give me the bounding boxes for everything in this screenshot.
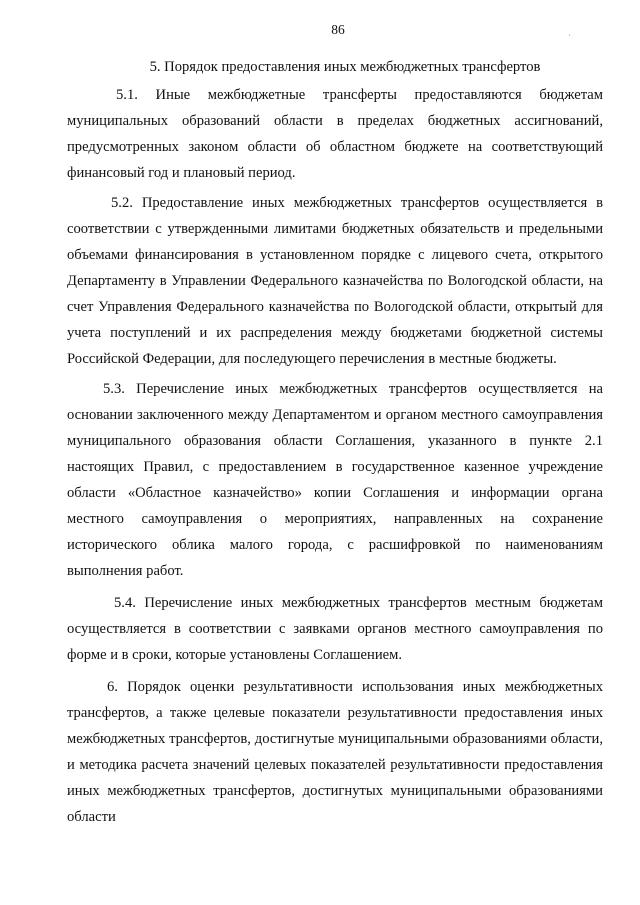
paragraph-5-4: 5.4. Перечисление иных межбюджетных трансфертов местным бюджетам осуществляется в соответствии с заявками органов местного самоуправления по форме и в сроки, которые установлены Соглашением. bbox=[67, 595, 603, 663]
paragraph-5-2: 5.2. Предоставление иных межбюджетных трансфертов осуществляется в соответствии с утвержденными лимитами бюджетных обязательств и предельными объемами финансирования в установленном порядке с лицевого счета, открытого Департаменту в Управлении Федерального казначейства по Вологодской области, на счет Управления Федерального казначейства по Вологодской области, открытый для учета поступлений и их распределения между бюджетами бюджетной системы Российской Федерации, для последующего перечисления в местные бюджеты. bbox=[67, 195, 603, 367]
paragraph-5-3: 5.3. Перечисление иных межбюджетных трансфертов осуществляется на основании заключенного между Департаментом и органом местного самоуправления муниципального образования области Соглашения, указанного в пункте 2.1 настоящих Правил, с предоставлением в государственное казенное учреждение области «Областное казначейство» копии Соглашения и информации органа местного самоуправления о мероприятиях, направленных на сохранение исторического облика малого города, с расшифровкой по наименованиям выполнения работ. bbox=[67, 381, 603, 579]
page-content bbox=[67, 54, 603, 830]
stray-mark: · bbox=[568, 30, 571, 40]
page-number: 86 bbox=[331, 22, 345, 37]
paragraph-6: 6. Порядок оценки результативности использования иных межбюджетных трансфертов, а также целевые показатели результативности предоставления иных межбюджетных трансфертов, достигнутые муниципальными образованиями области, и методика расчета значений целевых показателей результативности предоставления иных межбюджетных трансфертов, достигнутых муниципальными образованиями области bbox=[67, 679, 603, 825]
paragraph-5-1: 5.1. Иные межбюджетные трансферты предоставляются бюджетам муниципальных образований области в пределах бюджетных ассигнований, предусмотренных законом области об областном бюджете на соответствующий финансовый год и плановый период. bbox=[67, 87, 603, 181]
section-5-title: 5. Порядок предоставления иных межбюджетных трансфертов bbox=[149, 59, 541, 75]
